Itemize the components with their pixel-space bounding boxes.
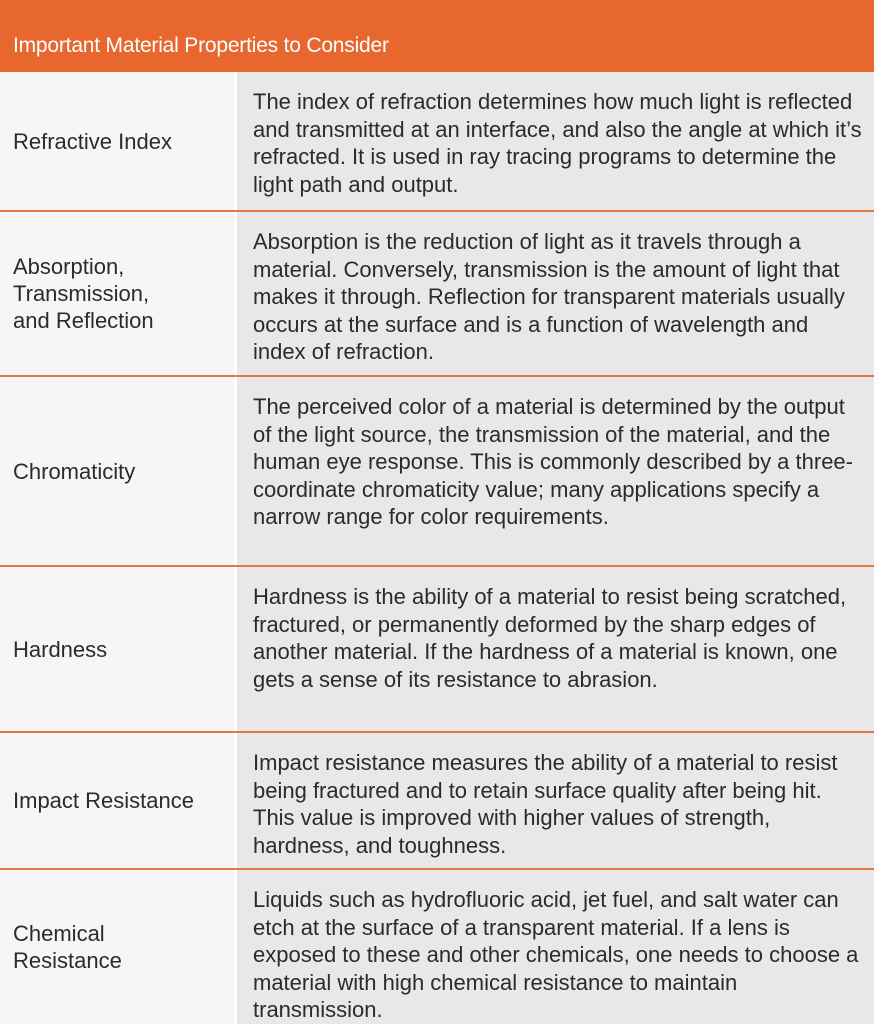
table-row [0, 731, 874, 868]
table-row [0, 375, 874, 565]
property-label [0, 870, 234, 1024]
property-description: Hardness is the ability of a material to resist being scratched, fractured, or permanently deformed by the sharp edges of another material. If the hardness of a material is known, one gets a sense of its resistance to abrasion. [237, 567, 874, 731]
property-description: Liquids such as hydrofluoric acid, jet fuel, and salt water can etch at the surface of a transparent material. If a lens is exposed to these and other chemicals, one needs to choose a material with high chemical resistance to maintain transmission. [237, 870, 874, 1024]
property-label: Chromaticity [0, 377, 234, 565]
table-row [0, 72, 874, 210]
table-row [0, 565, 874, 731]
property-description: Absorption is the reduction of light as it travels through a material. Conversely, transmission is the amount of light that makes it through. Reflection for transparent materials usually occurs at the surface and is a function of wavelength and index of refraction. [237, 212, 874, 375]
property-description: The perceived color of a material is determined by the output of the light source, the transmission of the material, and the human eye response. This is commonly described by a three-coordinate chromaticity value; many applications specify a narrow range for color requirements. [237, 377, 874, 565]
property-label: Hardness [0, 567, 234, 731]
property-label: Refractive Index [0, 72, 234, 210]
table-row [0, 210, 874, 375]
property-description: Impact resistance measures the ability of a material to resist being fractured and to retain surface quality after being hit. This value is improved with higher values of strength, hardness, and toughness. [237, 733, 874, 868]
property-label [0, 212, 234, 375]
property-label-text: Absorption, Transmission, and Reflection [13, 254, 154, 333]
table-title: Important Material Properties to Consider [0, 0, 874, 72]
property-description: The index of refraction determines how much light is reflected and transmitted at an interface, and also the angle at which it’s refracted. It is used in ray tracing programs to determine the light path and output. [237, 72, 874, 210]
property-label-text: Chemical Resistance [13, 921, 122, 973]
table-row [0, 868, 874, 1024]
property-label: Impact Resistance [0, 733, 234, 868]
